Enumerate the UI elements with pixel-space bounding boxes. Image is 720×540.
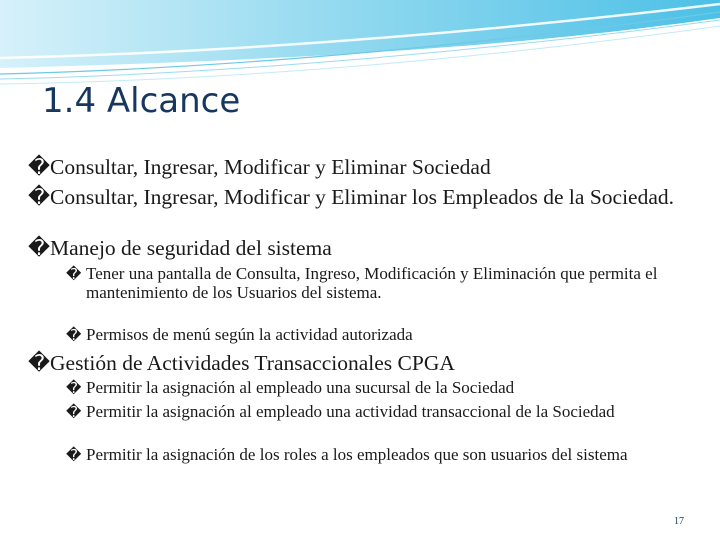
bullet-text: Manejo de seguridad del sistema xyxy=(50,236,332,260)
bullet-icon: � xyxy=(28,351,51,375)
sub-bullet-text: Permitir la asignación al empleado una sucursal de la Sociedad xyxy=(86,378,515,397)
sub-bullet-icon: � xyxy=(66,405,82,421)
bullet-text: Consultar, Ingresar, Modificar y Eliminar los Empleados de la Sociedad. xyxy=(50,185,675,209)
bullet-text: Consultar, Ingresar, Modificar y Eliminar Sociedad xyxy=(50,155,491,179)
sub-bullet-icon: � xyxy=(66,381,82,397)
bullet-item-1 xyxy=(28,156,708,178)
sub-bullet-item xyxy=(66,403,686,422)
sub-bullet-item xyxy=(66,326,686,345)
slide-title: 1.4 Alcance xyxy=(42,81,241,121)
sub-bullet-icon: � xyxy=(66,267,82,283)
bullet-item-2 xyxy=(28,186,708,208)
page-number: 17 xyxy=(674,516,684,527)
sub-bullet-item xyxy=(66,379,686,398)
sub-bullet-text: Tener una pantalla de Consulta, Ingreso, Modificación y Eliminación que permita el mantenimiento de los Usuarios del sistema. xyxy=(86,264,658,302)
bullet-icon: � xyxy=(28,185,51,209)
sub-bullet-text: Permitir la asignación al empleado una actividad transaccional de la Sociedad xyxy=(86,402,615,421)
bullet-icon: � xyxy=(28,236,51,260)
header-wave-decoration xyxy=(0,0,720,90)
bullet-item-4 xyxy=(28,352,708,374)
sub-bullet-item xyxy=(66,265,686,302)
sub-bullet-item xyxy=(66,446,686,465)
sub-bullet-text: Permisos de menú según la actividad autorizada xyxy=(86,325,413,344)
bullet-item-3 xyxy=(28,237,708,259)
bullet-icon: � xyxy=(28,155,51,179)
bullet-text: Gestión de Actividades Transaccionales CPGA xyxy=(50,351,455,375)
sub-bullet-icon: � xyxy=(66,448,82,464)
sub-bullet-text: Permitir la asignación de los roles a los empleados que son usuarios del sistema xyxy=(86,445,628,464)
sub-bullet-icon: � xyxy=(66,328,82,344)
